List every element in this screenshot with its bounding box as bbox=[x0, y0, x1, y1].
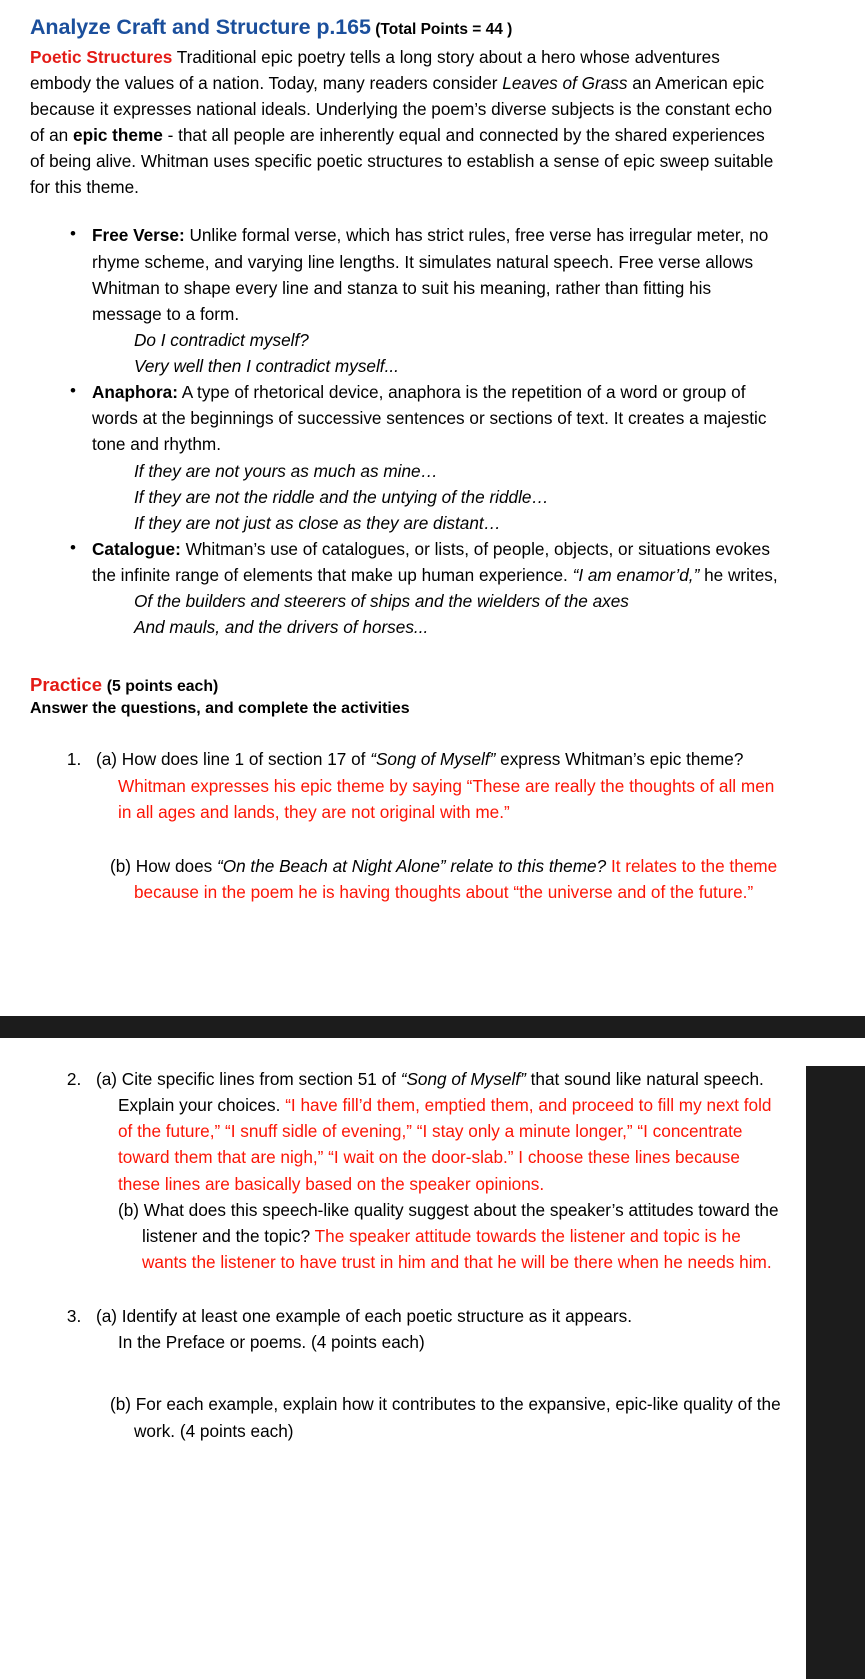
question-3b bbox=[96, 1391, 782, 1443]
epic-theme-bold: epic theme bbox=[73, 124, 163, 145]
question-2b bbox=[96, 1197, 782, 1275]
free-verse-quote-block bbox=[92, 327, 782, 379]
question-2a-italic-title: “Song of Myself” bbox=[400, 1069, 526, 1089]
question-2a bbox=[96, 1066, 782, 1197]
list-item-anaphora bbox=[92, 379, 782, 536]
question-2b-label: (b) bbox=[118, 1199, 140, 1220]
question-3a bbox=[96, 1303, 782, 1355]
question-3a-label: (a) bbox=[96, 1306, 118, 1327]
question-1a-label: (a) bbox=[96, 749, 118, 770]
page-two bbox=[0, 1066, 806, 1679]
questions-list-three bbox=[30, 1303, 782, 1444]
questions-list-page-one bbox=[30, 746, 782, 905]
intro-italic-title: Leaves of Grass bbox=[502, 72, 628, 93]
list-item-catalogue bbox=[92, 536, 782, 641]
catalogue-term: Catalogue: bbox=[92, 539, 181, 560]
quote-line: If they are not the riddle and the untying of the riddle… bbox=[134, 486, 549, 507]
question-1b bbox=[96, 853, 782, 905]
intro-text-1: Traditional epic poetry tells a long story about a hero whose adventures embody the values of a nation. Today, many readers consider bbox=[30, 46, 720, 93]
total-points-label: (Total Points = 44 ) bbox=[375, 21, 513, 38]
catalogue-definition-2: he writes, bbox=[699, 565, 778, 586]
catalogue-quote-block bbox=[92, 588, 782, 640]
question-item-3 bbox=[86, 1303, 782, 1444]
anaphora-quote-block bbox=[92, 458, 782, 536]
question-1b-answer[interactable]: It relates to the theme because in the poem he is having thoughts about “the universe and of the future.” bbox=[134, 855, 778, 902]
question-1a-prompt-1: How does line 1 of section 17 of bbox=[117, 749, 371, 770]
quote-line: If they are not just as close as they are distant… bbox=[134, 512, 501, 533]
question-1a bbox=[96, 746, 782, 824]
question-2a-answer[interactable]: “I have fill’d them, emptied them, and proceed to fill my next fold of the future,” “I snuff sidle of evening,” “I stay only a minute longer,” “I concentrate toward them that are nigh,” “I wait on the door-slab.” I choose these lines because these lines are basically based on the speaker opinions. bbox=[118, 1095, 772, 1194]
question-3a-prompt-line1: Identify at least one example of each poetic structure as it appears. bbox=[117, 1306, 632, 1327]
question-3b-prompt: For each example, explain how it contributes to the expansive, epic-like quality of the work. (4 points each) bbox=[131, 1394, 781, 1441]
question-2a-prompt-2: that sound like natural speech. Explain your choices. bbox=[118, 1069, 764, 1116]
quote-line: And mauls, and the drivers of horses... bbox=[134, 617, 429, 638]
page-break-divider bbox=[0, 1016, 865, 1038]
practice-instruction: Answer the questions, and complete the activities bbox=[30, 700, 410, 718]
practice-points-label: (5 points each) bbox=[106, 677, 219, 695]
list-item-free-verse bbox=[92, 222, 782, 379]
question-1b-prompt-1: How does bbox=[131, 855, 217, 876]
page-title bbox=[30, 14, 782, 42]
poetic-structures-keyword: Poetic Structures bbox=[30, 46, 173, 67]
quote-line: Of the builders and steerers of ships and the wielders of the axes bbox=[134, 591, 629, 612]
question-2b-prompt: What does this speech-like quality suggest about the speaker’s attitudes toward the listener and the topic? bbox=[139, 1199, 779, 1246]
intro-text-2: an American epic because it expresses national ideals. Underlying the poem’s diverse subjects is the constant echo of an bbox=[30, 72, 773, 145]
free-verse-definition: Unlike formal verse, which has strict rules, free verse has irregular meter, no rhyme scheme, and varying line lengths. It simulates natural speech. Free verse allows Whitman to shape every line and stanza to suit his meaning, rather than fitting his message to a form. bbox=[92, 225, 769, 324]
catalogue-definition-1: Whitman’s use of catalogues, or lists, of people, objects, or situations evokes the infinite range of elements that make up human experience. bbox=[92, 539, 770, 586]
question-item-1 bbox=[86, 746, 782, 905]
question-item-2 bbox=[86, 1066, 782, 1275]
catalogue-inline-quote: “I am enamor’d,” bbox=[572, 565, 700, 586]
questions-list-page-two bbox=[30, 1066, 782, 1275]
page-two-container bbox=[0, 1066, 865, 1679]
quote-line: If they are not yours as much as mine… bbox=[134, 460, 438, 481]
practice-label: Practice bbox=[30, 673, 102, 695]
question-1a-answer[interactable]: Whitman expresses his epic theme by saying “These are really the thoughts of all men in all ages and lands, they are not original with me.” bbox=[118, 775, 775, 822]
quote-line: Very well then I contradict myself... bbox=[134, 356, 399, 377]
question-1b-label: (b) bbox=[110, 855, 132, 876]
poetic-structures-list bbox=[30, 222, 782, 640]
question-3b-label: (b) bbox=[110, 1394, 132, 1415]
anaphora-definition: A type of rhetorical device, anaphora is the repetition of a word or group of words at the beginnings of successive sentences or sections of text. It creates a majestic tone and rhythm. bbox=[92, 382, 767, 455]
free-verse-term: Free Verse: bbox=[92, 225, 185, 246]
question-2a-label: (a) bbox=[96, 1069, 118, 1089]
practice-heading bbox=[30, 671, 782, 699]
question-1a-italic-title: “Song of Myself” bbox=[370, 749, 496, 770]
question-2a-prompt-1: Cite specific lines from section 51 of bbox=[117, 1069, 401, 1089]
intro-text-3: - that all people are inherently equal and connected by the shared experiences of being alive. Whitman uses specific poetic structures to establish a sense of epic sweep suitable for this theme. bbox=[30, 124, 774, 198]
page-title-text: Analyze Craft and Structure p.165 bbox=[30, 15, 371, 39]
quote-line: Do I contradict myself? bbox=[134, 329, 309, 350]
question-1b-italic-title: “On the Beach at Night Alone” relate to this theme? bbox=[217, 855, 607, 876]
question-2b-answer[interactable]: The speaker attitude towards the listener and topic is he wants the listener to have trust in him and that he will be there when he needs him. bbox=[142, 1225, 772, 1272]
intro-paragraph bbox=[30, 44, 782, 201]
anaphora-term: Anaphora: bbox=[92, 382, 178, 403]
question-3a-prompt-line2: In the Preface or poems. (4 points each) bbox=[118, 1332, 425, 1353]
question-1a-prompt-2: express Whitman’s epic theme? bbox=[495, 749, 744, 770]
